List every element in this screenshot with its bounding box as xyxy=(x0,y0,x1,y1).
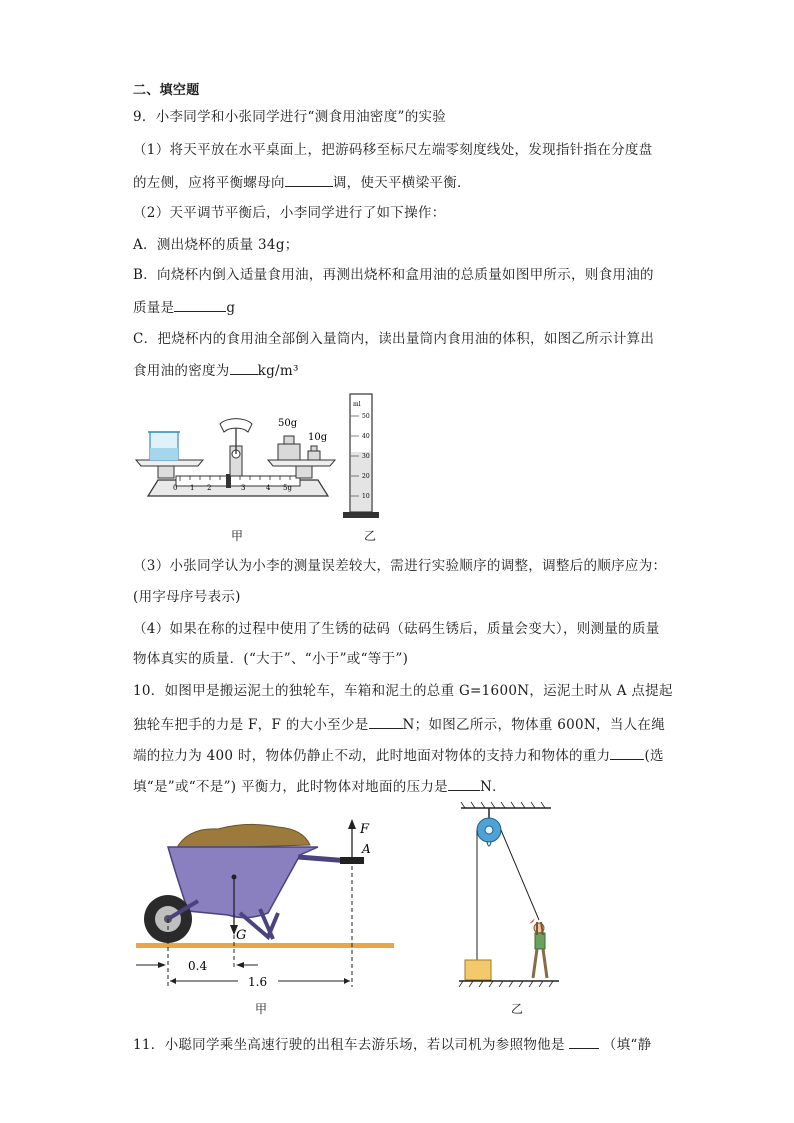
scale-label: 4 xyxy=(266,484,271,492)
force-arrowhead xyxy=(348,819,356,829)
q9-part2: （2）天平调节平衡后，小李同学进行了如下操作： xyxy=(133,205,446,221)
cylinder-liquid xyxy=(351,452,371,511)
label-f: F xyxy=(360,822,370,837)
q10-line2-pre: 独轮车把手的力是 F，F 的大小至少是 xyxy=(133,717,369,733)
scale-label: 3 xyxy=(241,484,246,492)
label-a: A xyxy=(362,842,371,856)
q9-part1-line2 xyxy=(133,172,471,192)
cylinder-tick-label: 10 xyxy=(362,493,370,500)
cylinder-tick-label: 30 xyxy=(362,453,370,460)
ground xyxy=(136,943,394,948)
label-g: G xyxy=(236,928,247,943)
scale-label: 5g xyxy=(283,484,292,492)
weight-10g-knob xyxy=(311,446,317,451)
q9-part3-line2: (用字母序号表示) xyxy=(133,589,241,605)
oil-in-beaker xyxy=(150,448,178,460)
q9-part1-text-post: 调，使天平横梁平衡． xyxy=(332,175,471,191)
cylinder-base xyxy=(343,512,379,518)
q9-step-c-line1: C．把烧杯内的食用油全部倒入量筒内，读出量筒内食用油的体积，如图乙所示计算出 xyxy=(133,331,655,347)
q10-line1: 10．如图甲是搬运泥土的独轮车，车箱和泥土的总重 G=1600N，运泥土时从 A 点提起 xyxy=(133,683,673,699)
balance-scale-bar xyxy=(176,476,300,486)
person-body xyxy=(535,933,545,949)
figure-label-jia-2: 甲 xyxy=(255,1002,268,1016)
answer-blank[interactable] xyxy=(174,297,226,312)
weight-50g-icon xyxy=(278,444,300,460)
answer-blank[interactable] xyxy=(569,1034,599,1049)
dim-arrowhead xyxy=(236,962,244,968)
answer-blank[interactable] xyxy=(369,714,403,729)
dim-arrowhead xyxy=(158,962,166,968)
person-leg xyxy=(533,949,537,978)
q10-line4-pre: 填“是”或“不是”) 平衡力，此时物体对地面的压力是 xyxy=(133,779,448,795)
figure-label-jia: 甲 xyxy=(231,529,244,543)
q10-line4 xyxy=(133,776,506,796)
q9-step-b-post: g xyxy=(226,300,236,316)
q9-step-b-pre: 质量是 xyxy=(133,300,175,316)
section-heading: 二、填空题 xyxy=(133,83,200,98)
dim-arrowhead xyxy=(170,978,176,984)
cylinder-tick-label: 20 xyxy=(362,473,370,480)
q9-part1-text-pre: 的左侧，应将平衡螺母向 xyxy=(133,175,285,191)
q9-step-a: A．测出烧杯的质量 34g； xyxy=(133,237,299,253)
pulley-axle xyxy=(485,826,493,834)
right-pan xyxy=(268,460,335,466)
right-support xyxy=(296,466,312,478)
q9-part3-line1: （3）小张同学认为小李的测量误差较大，需进行实验顺序的调整，调整后的顺序应为： xyxy=(133,558,667,574)
cylinder-tick-label: 50 xyxy=(362,413,370,420)
q11-line1-pre: 11．小聪同学乘坐高速行驶的出租车去游乐场，若以司机为参照物他是 xyxy=(133,1037,565,1053)
box-object xyxy=(465,960,491,980)
cylinder-tick-label: 40 xyxy=(362,433,370,440)
scale-label: 0 xyxy=(173,484,178,492)
cylinder-unit: ml xyxy=(353,401,361,408)
q9-step-c-post: kg/m³ xyxy=(257,363,299,379)
dim-arrowhead xyxy=(344,978,350,984)
weight-10g-label: 10g xyxy=(308,432,328,443)
q9-step-b-line1: B．向烧杯内倒入适量食用油，再测出烧杯和盒用油的总质量如图甲所示，则食用油的 xyxy=(133,267,654,283)
q11-line1-post: （填“静 xyxy=(602,1037,652,1053)
dim-label-16: 1.6 xyxy=(248,975,268,989)
left-pan xyxy=(136,460,203,466)
person-leg xyxy=(543,949,547,978)
weight-50g-knob xyxy=(284,436,294,444)
scale-label: 1 xyxy=(190,484,195,492)
wheelbarrow-figure xyxy=(128,815,400,990)
q10-line2 xyxy=(133,714,665,734)
q10-line3-pre: 端的拉力为 400 时，物体仍静止不动，此时地面对物体的支持力和物体的重力 xyxy=(133,748,611,764)
weight-50g-label: 50g xyxy=(278,418,298,429)
answer-blank[interactable] xyxy=(448,776,480,791)
figure-label-yi-2: 乙 xyxy=(511,1002,524,1016)
weight-10g-icon xyxy=(308,451,320,460)
soil-pile xyxy=(176,824,310,849)
q9-part1-line1: （1）将天平放在水平桌面上，把游码移至标尺左端零刻度线处，发现指针指在分度盘 xyxy=(133,142,653,158)
dim-label-04: 0.4 xyxy=(188,959,208,973)
q9-step-b-line2 xyxy=(133,297,235,317)
answer-blank[interactable] xyxy=(610,745,644,760)
q10-line2-post: N；如图乙所示，物体重 600N，当人在绳 xyxy=(402,717,666,733)
q9-part4-line2: 物体真实的质量．(“大于”、“小于”或“等于”) xyxy=(133,651,409,667)
pulley-hook xyxy=(487,842,491,846)
rope-right xyxy=(501,830,539,920)
q9-part4-line1: （4）如果在称的过程中使用了生锈的砝码（砝码生锈后，质量会变大），则测量的质量 xyxy=(133,621,660,637)
pulley-figure xyxy=(455,800,575,990)
q9-step-c-line2 xyxy=(133,360,299,380)
answer-blank[interactable] xyxy=(230,360,258,375)
person-hat xyxy=(529,918,535,924)
q10-line3 xyxy=(133,745,664,765)
q9-title: 9．小李同学和小张同学进行“测食用油密度”的实验 xyxy=(133,109,447,125)
q9-step-c-pre: 食用油的密度为 xyxy=(133,363,230,379)
q10-line4-post: N． xyxy=(479,779,506,795)
balance-and-cylinder-figure xyxy=(128,388,388,533)
scale-label: 2 xyxy=(207,484,212,492)
left-support xyxy=(158,466,174,478)
answer-blank[interactable] xyxy=(285,172,333,187)
figure-label-yi: 乙 xyxy=(364,529,377,543)
q11-line1 xyxy=(133,1034,651,1054)
q10-line3-post: (选 xyxy=(644,748,664,764)
